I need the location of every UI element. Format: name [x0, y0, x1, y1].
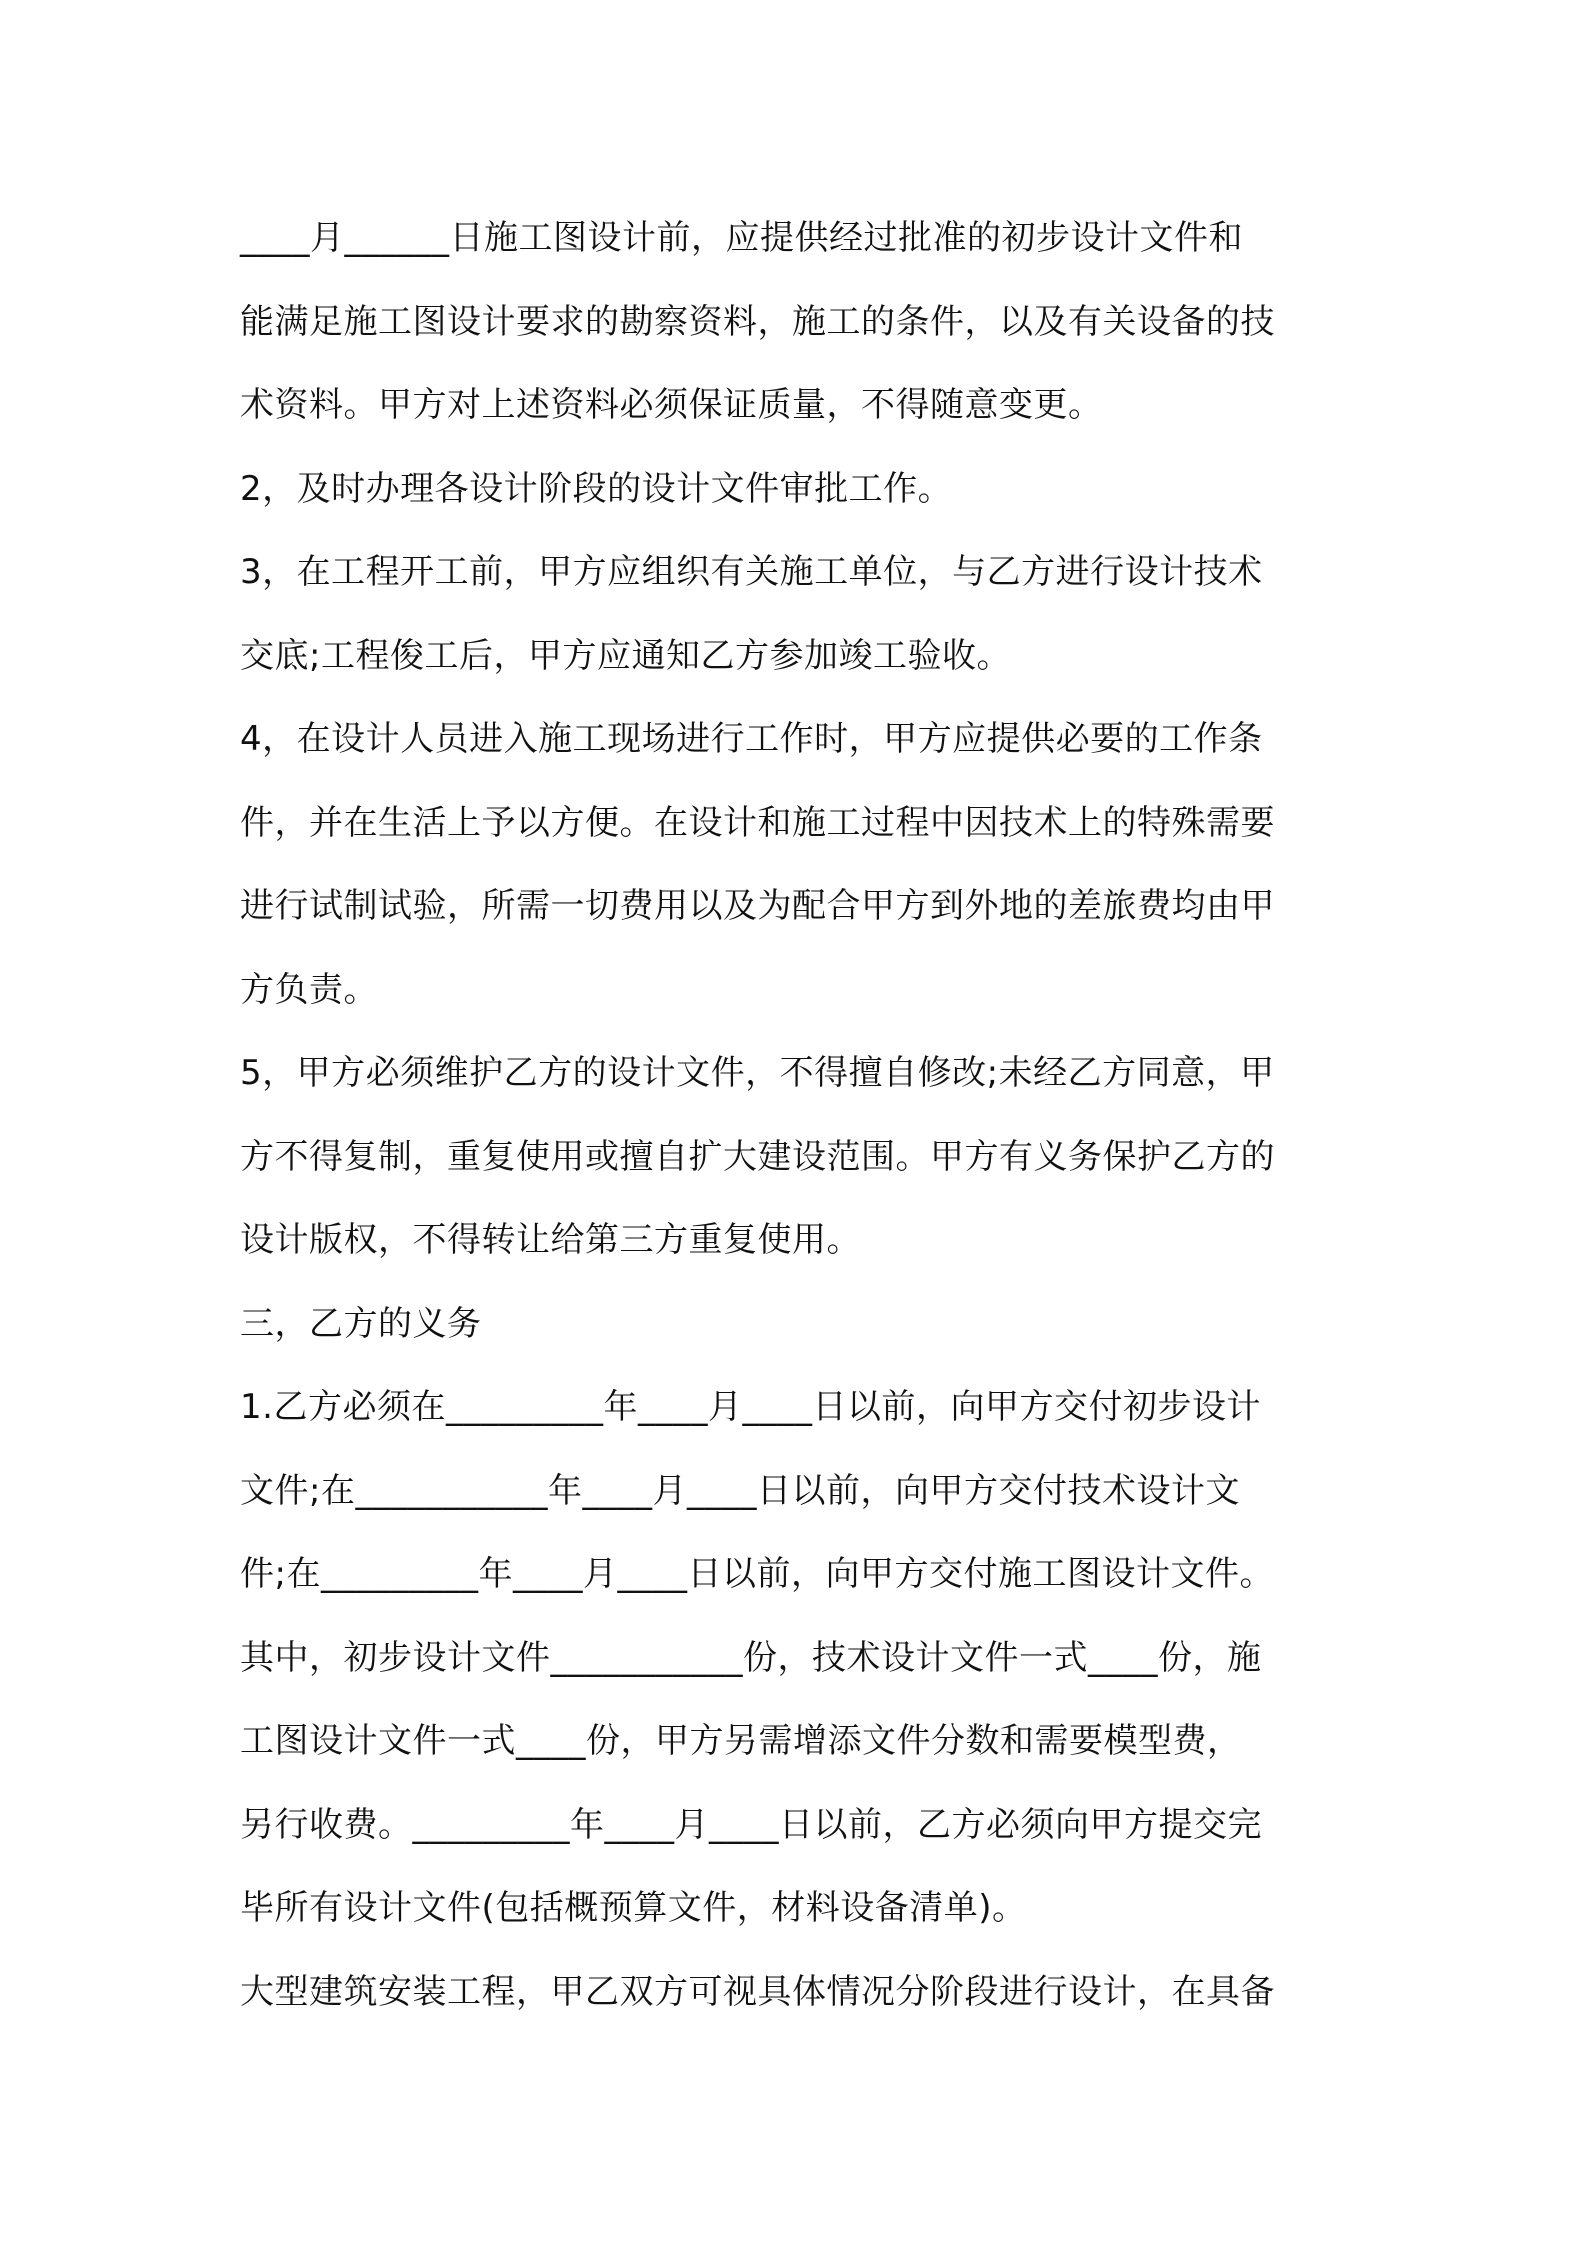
- text-line: 件;在_________年____月____日以前，向甲方交付施工图设计文件。: [240, 1554, 1274, 1594]
- text-line: ____月______日施工图设计前，应提供经过批准的初步设计文件和: [240, 218, 1243, 258]
- text-line: 进行试制试验，所需一切费用以及为配合甲方到外地的差旅费均由甲: [240, 886, 1275, 926]
- text-line: 工图设计文件一式____份，甲方另需增添文件分数和需要模型费，: [240, 1721, 1242, 1761]
- text-line: 其中，初步设计文件___________份，技术设计文件一式____份，施: [240, 1637, 1262, 1678]
- text-line: 毕所有设计文件(包括概预算文件，材料设备清单)。: [240, 1888, 1027, 1928]
- text-line: 2，及时办理各设计阶段的设计文件审批工作。: [240, 468, 953, 509]
- text-line: 另行收费。_________年____月____日以前，乙方必须向甲方提交完: [240, 1804, 1262, 1845]
- document-body: [240, 197, 1360, 2034]
- section-heading: 三，乙方的义务: [240, 1303, 482, 1344]
- text-line: 5，甲方必须维护乙方的设计文件，不得擅自修改;未经乙方同意，甲: [240, 1053, 1275, 1093]
- text-line: 件，并在生活上予以方便。在设计和施工过程中因技术上的特殊需要: [240, 802, 1275, 843]
- text-line: 大型建筑安装工程，甲乙双方可视具体情况分阶段进行设计，在具备: [240, 1971, 1275, 2012]
- text-line: 能满足施工图设计要求的勘察资料，施工的条件，以及有关设备的技: [240, 301, 1275, 342]
- text-line: 术资料。甲方对上述资料必须保证质量，不得随意变更。: [240, 385, 1103, 425]
- text-line: 设计版权，不得转让给第三方重复使用。: [240, 1220, 861, 1260]
- text-line: 3，在工程开工前，甲方应组织有关施工单位，与乙方进行设计技术: [240, 552, 1263, 592]
- text-line: 1.乙方必须在_________年____月____日以前，向甲方交付初步设计: [240, 1387, 1261, 1427]
- text-line: 方负责。: [240, 969, 378, 1010]
- text-line: 文件;在___________年____月____日以前，向甲方交付技术设计文: [240, 1470, 1240, 1511]
- text-line: 方不得复制，重复使用或擅自扩大建设范围。甲方有义务保护乙方的: [240, 1136, 1275, 1177]
- text-line: 4，在设计人员进入施工现场进行工作时，甲方应提供必要的工作条: [240, 719, 1263, 759]
- text-line: 交底;工程俊工后，甲方应通知乙方参加竣工验收。: [240, 635, 1011, 676]
